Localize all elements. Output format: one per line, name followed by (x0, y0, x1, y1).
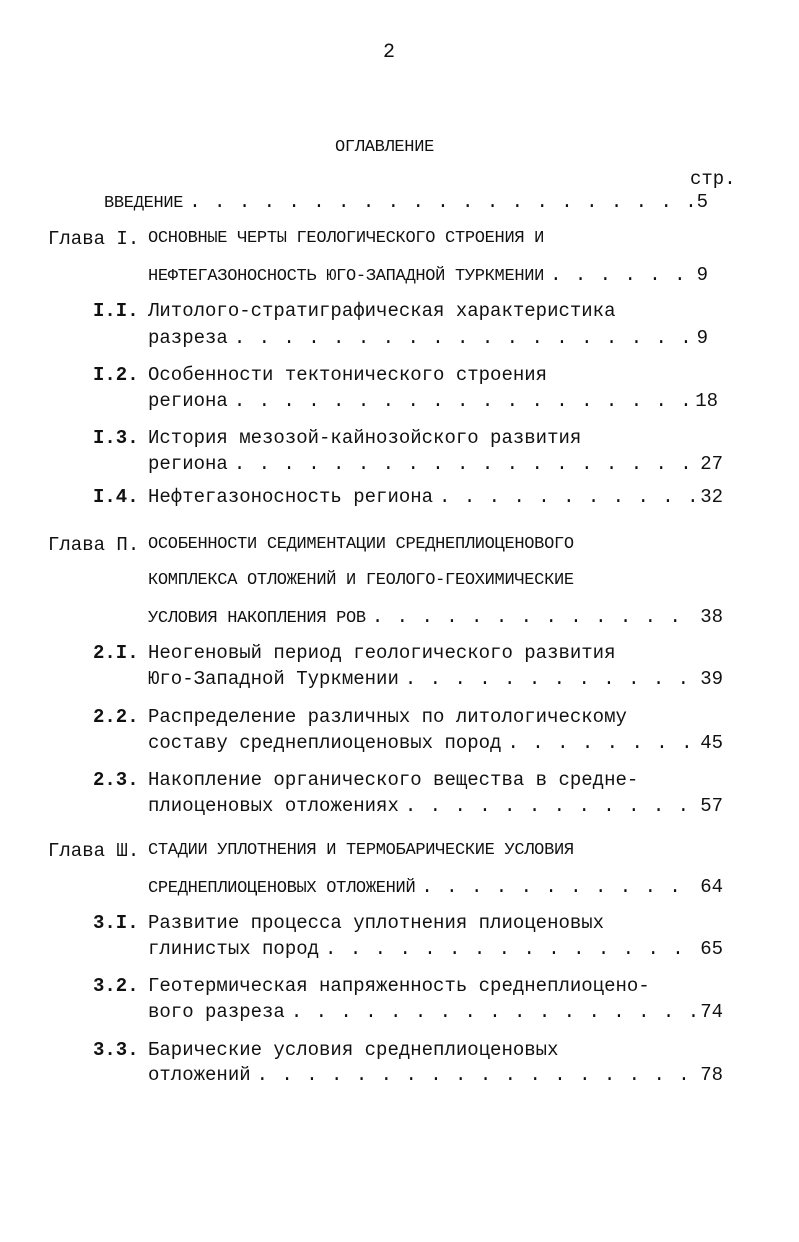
leader-dots (405, 668, 696, 690)
leader-dots (372, 606, 696, 628)
leader-dots (234, 453, 696, 475)
toc-entry-section[interactable] (148, 668, 723, 690)
section-number: I.I. (93, 300, 139, 322)
entry-page: 9 (696, 264, 708, 286)
toc-entry-chapter2[interactable] (148, 606, 723, 630)
section-number: 3.I. (93, 912, 139, 934)
toc-entry-section[interactable] (148, 486, 723, 508)
chapter-title: ОСНОВНЫЕ ЧЕРТЫ ГЕОЛОГИЧЕСКОГО СТРОЕНИЯ И (148, 229, 545, 248)
toc-entry-section[interactable] (148, 1001, 723, 1023)
section-title: Юго-Западной Туркмении (148, 668, 399, 690)
section-number: 3.2. (93, 975, 139, 997)
toc-entry-section[interactable] (148, 938, 723, 960)
entry-page: 5 (696, 191, 708, 213)
chapter-title: КОМПЛЕКСА ОТЛОЖЕНИЙ И ГЕОЛОГО-ГЕОХИМИЧЕСКИЕ (148, 571, 574, 590)
section-number: I.2. (93, 364, 139, 386)
entry-page: 74 (700, 1001, 723, 1023)
entry-page: 78 (700, 1064, 723, 1086)
page-number: 2 (383, 41, 396, 64)
chapter-title: СТАДИИ УПЛОТНЕНИЯ И ТЕРМОБАРИЧЕСКИЕ УСЛОВИЯ (148, 841, 574, 860)
section-title: Литолого-стратиграфическая характеристика (148, 300, 616, 322)
toc-entry-section[interactable] (148, 732, 723, 754)
chapter-title: НЕФТЕГАЗОНОСНОСТЬ ЮГО-ЗАПАДНОЙ ТУРКМЕНИИ (148, 267, 545, 286)
section-title: вого разреза (148, 1001, 285, 1023)
section-number: I.4. (93, 486, 139, 508)
section-number: I.3. (93, 427, 139, 449)
leader-dots (325, 938, 696, 960)
toc-entry-chapter3[interactable] (148, 876, 723, 900)
toc-entry-section[interactable] (148, 453, 723, 475)
leader-dots (421, 876, 696, 898)
entry-page: 38 (700, 606, 723, 628)
entry-page: 27 (700, 453, 723, 475)
toc-entry-section[interactable] (148, 390, 718, 412)
section-title: разреза (148, 327, 228, 349)
section-title: региона (148, 390, 228, 412)
leader-dots (234, 390, 691, 412)
section-title: Особенности тектонического строения (148, 364, 548, 386)
entry-page: 45 (700, 732, 723, 754)
entry-page: 39 (700, 668, 723, 690)
section-title: составу среднеплиоценовых пород (148, 732, 502, 754)
section-title: Барические условия среднеплиоценовых (148, 1039, 559, 1061)
chapter-label: Глава Ш. (48, 840, 140, 862)
section-number: 3.3. (93, 1039, 139, 1061)
chapter-label: Глава I. (48, 228, 140, 250)
section-title: отложений (148, 1064, 251, 1086)
section-title: Развитие процесса уплотнения плиоценовых (148, 912, 605, 934)
chapter-title: ОСОБЕННОСТИ СЕДИМЕНТАЦИИ СРЕДНЕПЛИОЦЕНОВОГО (148, 535, 574, 554)
toc-entry-intro[interactable] (104, 191, 708, 215)
toc-title: ОГЛАВЛЕНИЕ (335, 138, 435, 157)
section-title: региона (148, 453, 228, 475)
leader-dots (439, 486, 696, 508)
leader-dots (257, 1064, 697, 1086)
entry-page: 57 (700, 795, 723, 817)
toc-entry-section[interactable] (148, 1064, 723, 1086)
leader-dots (234, 327, 693, 349)
leader-dots (189, 191, 692, 213)
chapter-label: Глава П. (48, 534, 140, 556)
chapter-title: СРЕДНЕПЛИОЦЕНОВЫХ ОТЛОЖЕНИЙ (148, 879, 416, 898)
chapter-title: УСЛОВИЯ НАКОПЛЕНИЯ РОВ (148, 609, 366, 628)
toc-entry-section[interactable] (148, 795, 723, 817)
section-number: 2.2. (93, 706, 139, 728)
section-title: Накопление органического вещества в средне- (148, 769, 639, 791)
section-title: Распределение различных по литологическому (148, 706, 627, 728)
section-number: 2.3. (93, 769, 139, 791)
leader-dots (291, 1001, 696, 1023)
section-title: глинистых пород (148, 938, 320, 960)
section-title: История мезозой-кайнозойского развития (148, 427, 582, 449)
section-title: плиоценовых отложениях (148, 795, 399, 817)
entry-title: ВВЕДЕНИЕ (104, 194, 184, 213)
leader-dots (550, 264, 693, 286)
section-title: Геотермическая напряженность среднеплиоцено- (148, 975, 650, 997)
entry-page: 65 (700, 938, 723, 960)
section-number: 2.I. (93, 642, 139, 664)
page-column-header: стр. (690, 168, 736, 190)
entry-page: 64 (700, 876, 723, 898)
section-title: Неогеновый период геологического развития (148, 642, 616, 664)
entry-page: 18 (695, 390, 718, 412)
leader-dots (507, 732, 696, 754)
section-title: Нефтегазоносность региона (148, 486, 434, 508)
entry-page: 32 (700, 486, 723, 508)
toc-entry-chapter1[interactable] (148, 264, 708, 288)
leader-dots (405, 795, 696, 817)
toc-entry-section[interactable] (148, 327, 708, 349)
entry-page: 9 (696, 327, 708, 349)
